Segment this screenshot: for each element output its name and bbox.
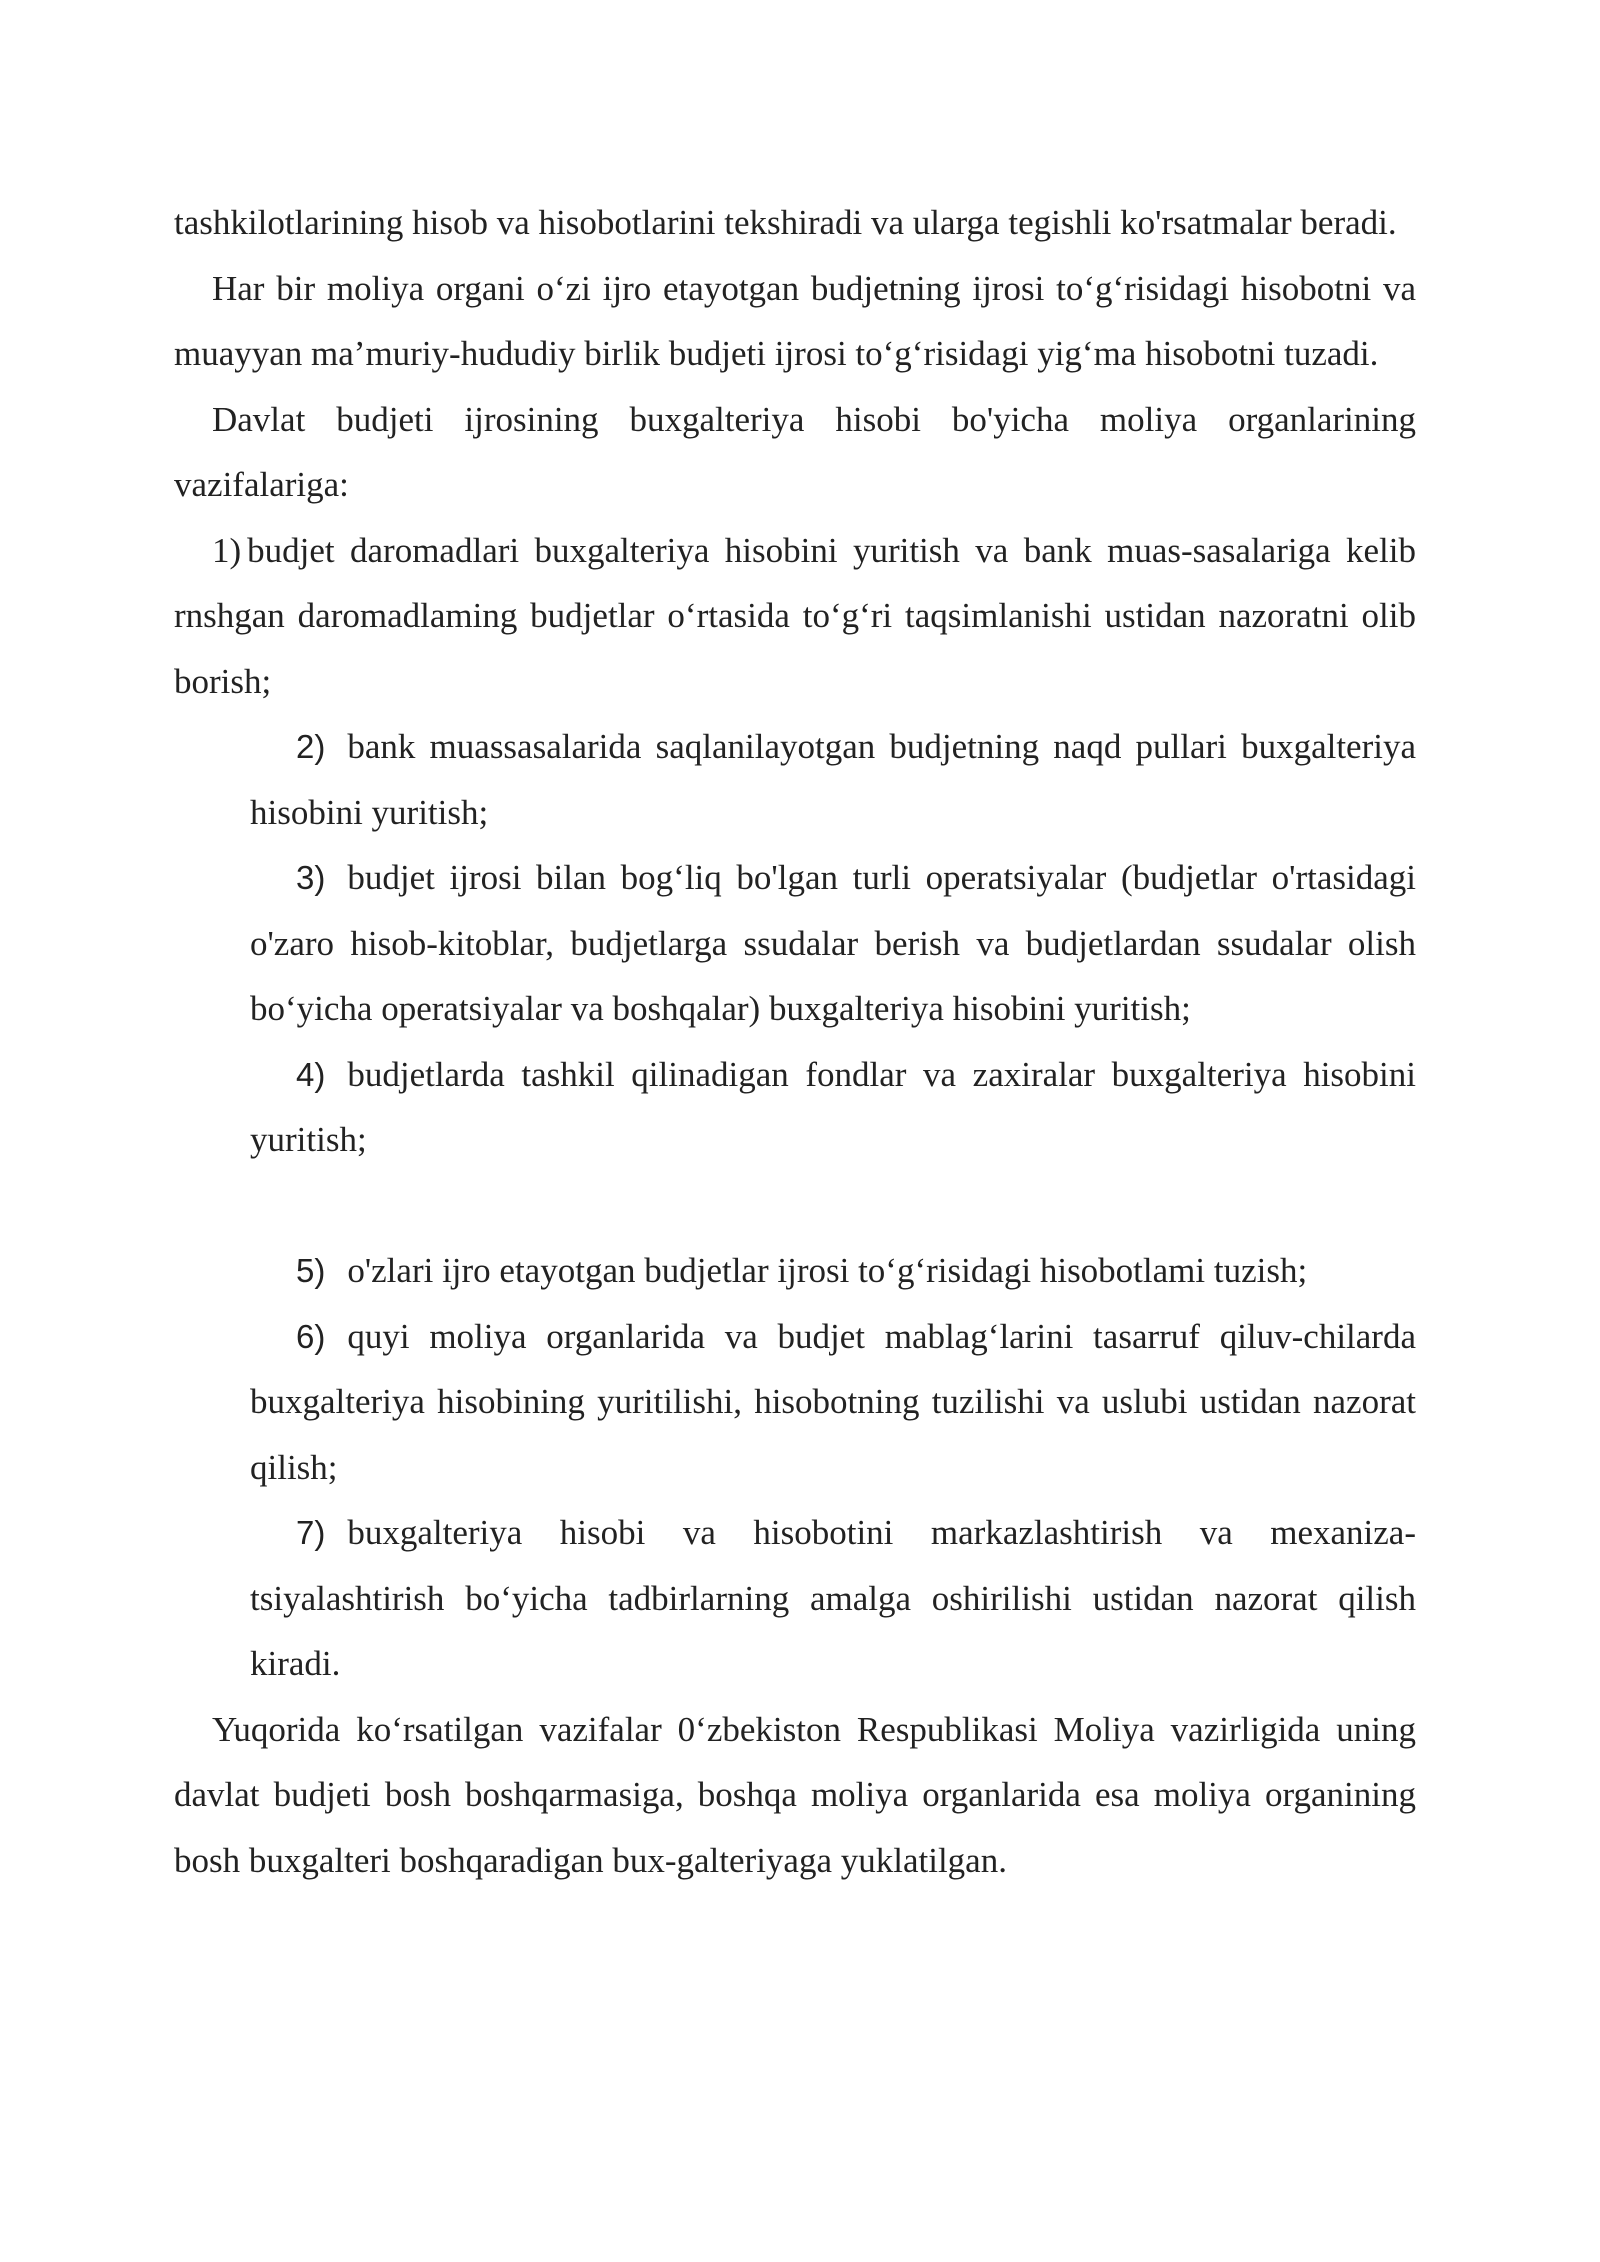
list-item-text: budjet ijrosi bilan bog‘liq bo'lgan turli operatsiyalar (budjetlar o'rtasidagi o'zaro hisob-kitoblar, budjetlarga ssudalar berish va budjetlardan ssudalar olish bo‘yicha operatsiyalar va boshqalar) buxgalteriya hisobini yuritish; (250, 858, 1416, 1028)
list-item (250, 845, 1416, 1042)
list-item (250, 1238, 1416, 1304)
list-item-number: 1) (212, 530, 242, 570)
blank-line (174, 1173, 1416, 1239)
list-item-text: budjet daromadlari buxgalteriya hisobini yuritish va bank muas-sasalariga kelib rnshgan daromadlaming budjetlar o‘rtasida to‘g‘ri taqsimlanishi ustidan nazoratni olib borish; (174, 530, 1416, 701)
paragraph: tashkilotlarining hisob va hisobotlarini tekshiradi va ularga tegishli ko'rsatmalar beradi. (174, 203, 1397, 242)
list-item-number: 4) (296, 1055, 326, 1093)
list-item-text: o'zlari ijro etayotgan budjetlar ijrosi to‘g‘risidagi hisobotlami tuzish; (347, 1251, 1308, 1290)
list-item (250, 1304, 1416, 1501)
list-item (250, 1500, 1416, 1697)
paragraph: Yuqorida ko‘rsatilgan vazifalar 0‘zbekiston Respublikasi Moliya vazirligida uning davlat budjeti bosh boshqarmasiga, boshqa moliya organlarida esa moliya organining bosh buxgalteri boshqaradigan bux-galteriyaga yuklatilgan. (174, 1709, 1416, 1880)
list-item-number: 6) (296, 1317, 326, 1355)
list-item (250, 1042, 1416, 1173)
list-item (174, 518, 1416, 715)
list-item-text: budjetlarda tashkil qilinadigan fondlar va zaxiralar buxgalteriya hisobini yuritish; (250, 1054, 1416, 1159)
list-item-text: bank muassasalarida saqlanilayotgan budjetning naqd pullari buxgalteriya hisobini yuritish; (250, 727, 1416, 832)
list-item-number: 3) (296, 859, 326, 896)
list-item-number: 7) (296, 1514, 326, 1551)
paragraph: Har bir moliya organi o‘zi ijro etayotgan budjetning ijrosi to‘g‘risidagi hisobotni va muayyan ma’muriy-hududiy birlik budjeti ijrosi to‘g‘risidagi yig‘ma hisobotni tuzadi. (174, 268, 1416, 373)
document-page (174, 190, 1416, 1893)
paragraph: Davlat budjeti ijrosining buxgalteriya hisobi bo'yicha moliya organlarining vazifalariga: (174, 399, 1416, 504)
list-item-text: buxgalteriya hisobi va hisobotini markazlashtirish va mexaniza-tsiyalashtirish bo‘yicha tadbirlarning amalga oshirilishi ustidan nazorat qilish kiradi. (250, 1513, 1416, 1683)
list-item-number: 2) (296, 728, 326, 765)
list-item-text: quyi moliya organlarida va budjet mablag‘larini tasarruf qiluv-chilarda buxgalteriya hisobining yuritilishi, hisobotning tuzilishi va uslubi ustidan nazorat qilish; (250, 1316, 1416, 1487)
list-item (250, 714, 1416, 845)
list-item-number: 5) (296, 1252, 326, 1289)
